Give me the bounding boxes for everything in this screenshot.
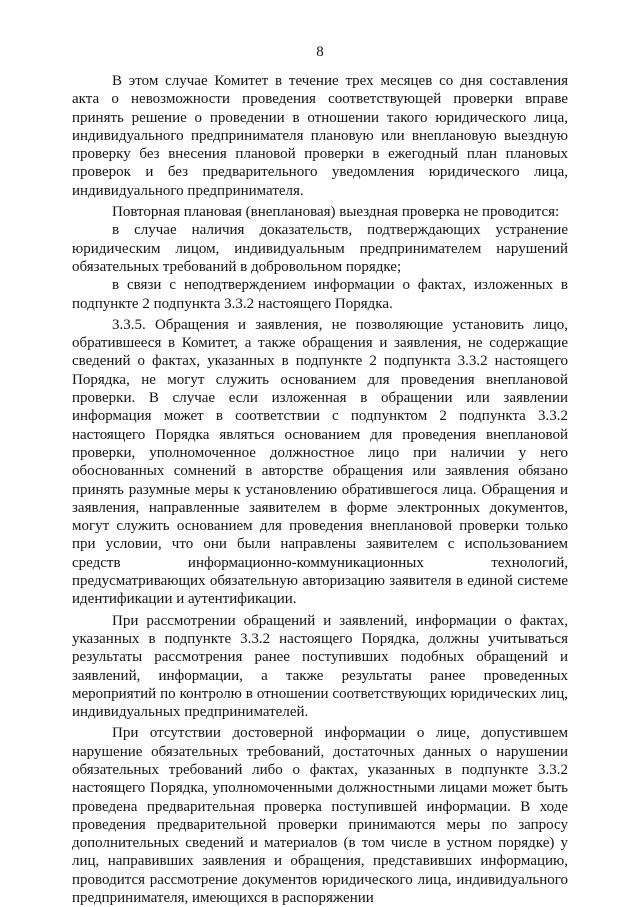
paragraph-2: Повторная плановая (внеплановая) выездная проверка не проводится:: [112, 204, 560, 221]
paragraph-7: При отсутствии достоверной информации о лице, допустившем нарушение обязательных требований, достаточных данных о нарушении обязательных требований либо о фактах, указанных в подпункте 3.3.2 настоящего Порядка, уполномоченными должностными лицами может быть проведена предварительная проверка поступившей информации. В ходе проведения предварительной проверки принимаются меры по запросу дополнительных сведений и материалов (в том числе в устном порядке) у лиц, направивших заявления и обращения, представивших информацию, проводится рассмотрение документов юридического лица, индивидуального предпринимателя, имеющихся в распоряжении: [72, 725, 568, 907]
paragraph-6: При рассмотрении обращений и заявлений, информации о фактах, указанных в подпункте 3.3.2 настоящего Порядка, должны учитываться результаты рассмотрения ранее поступивших подобных обращений и заявлений, информации, а также результаты ранее проведенных мероприятий по контролю в отношении соответствующих юридических лиц, индивидуальных предпринимателей.: [72, 612, 568, 721]
paragraph-1: В этом случае Комитет в течение трех месяцев со дня составления акта о невозможности проведения соответствующей проверки вправе принять решение о проведении в отношении такого юридического лица, индивидуального предпринимателя плановую или внеплановую выездную проверку без внесения плановой проверки в ежегодный план плановых проверок и без предварительного уведомления юридического лица, индивидуального предпринимателя.: [72, 73, 568, 199]
page-number: 8: [316, 44, 324, 60]
paragraph-3: в случае наличия доказательств, подтверждающих устранение юридическим лицом, индивидуальным предпринимателем нарушений обязательных требований в добровольном порядке;: [72, 222, 568, 275]
paragraph-5: 3.3.5. Обращения и заявления, не позволяющие установить лицо, обратившееся в Комитет, а также обращения и заявления, не содержащие сведений о фактах, указанных в подпункте 2 подпункта 3.3.2 настоящего Порядка, не могут служить основанием для проведения внеплановой проверки. В случае если изложенная в обращении или заявлении информация может в соответствии с подпунктом 2 подпункта 3.3.2 настоящего Порядка являться основанием для проведения внеплановой проверки, уполномоченное должностное лицо при наличии у него обоснованных сомнений в авторстве обращения или заявления обязано принять разумные меры к установлению обратившегося лица. Обращения и заявления, направленные заявителем в форме электронных документов, могут служить основанием для проведения внеплановой проверки только при условии, что они были направлены заявителем с использованием средств информационно-коммуникационных технологий, предусматривающих обязательную авторизацию заявителя в единой системе идентификации и аутентификации.: [72, 316, 568, 608]
paragraph-4: в связи с неподтверждением информации о фактах, изложенных в подпункте 2 подпункта 3.3.2 настоящего Порядка.: [72, 277, 568, 312]
document-body: [72, 72, 568, 907]
